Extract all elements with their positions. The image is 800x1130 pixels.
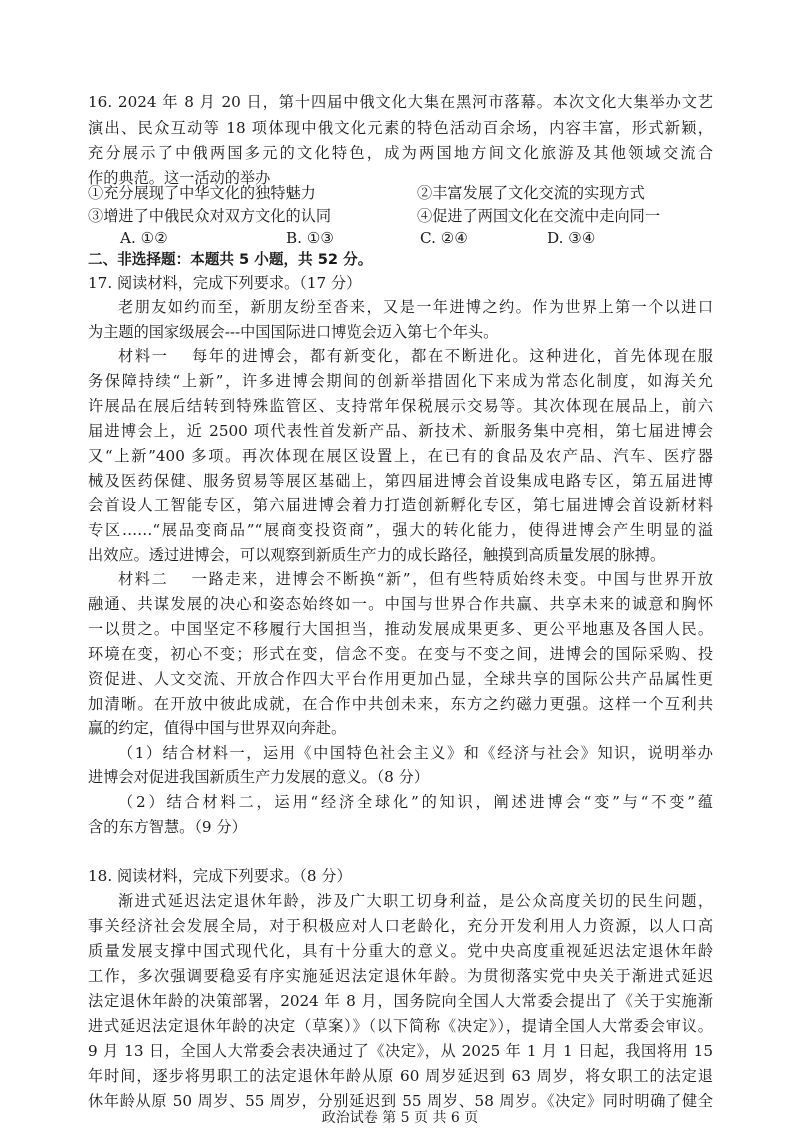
q17-task1-line-1: （1）结合材料一，运用《中国特色社会主义》和《经济与社会》知识，说明举办 bbox=[118, 744, 713, 762]
q17-material1-line-4: 届进博会上，近 2500 项代表性首发新产品、新技术、新服务集中亮相，第七届进博会 bbox=[88, 422, 713, 440]
q16-statement-4: ④促进了两国文化在交流中走向同一 bbox=[417, 207, 660, 225]
q17-intro-line-1: 老朋友如约而至，新朋友纷至沓来，又是一年进博之约。作为世界上第一个以进口 bbox=[118, 298, 713, 316]
q16-line-3: 充分展示了中俄两国多元的文化特色，成为两国地方间文化旅游及其他领域交流合 bbox=[88, 144, 713, 162]
q17-task2-line-1: （2）结合材料二，运用“经济全球化”的知识，阐述进博会“变”与“不变”蕴 bbox=[118, 793, 713, 811]
q16-line-2: 演出、民众互动等 18 项体现中俄文化元素的特色活动百余场，内容丰富，形式新颖， bbox=[88, 119, 713, 137]
q18-body-line-7: 9 月 13 日，全国人大常委会表决通过了《决定》，从 2025 年 1 月 1 日起，我国将用 15 bbox=[88, 1042, 713, 1060]
q18-body-line-8: 年时间，逐步将男职工的法定退休年龄从原 60 周岁延迟到 63 周岁，将女职工的法定退 bbox=[88, 1067, 713, 1085]
q16-choice-a: A. ①② bbox=[120, 229, 168, 247]
q16-line-1: 16. 2024 年 8 月 20 日，第十四届中俄文化大集在黑河市落幕。本次文化大集举办文艺 bbox=[88, 93, 713, 111]
q17-material1-line-2: 务保障持续“上新”，许多进博会期间的创新举措固化下来成为常态化制度，如海关允 bbox=[88, 372, 713, 390]
q17-material1-line-8: 专区……“展品变商品”“展商变投资商”，强大的转化能力，使得进博会产生明显的溢 bbox=[88, 521, 713, 539]
q17-material2-line-7: 赢的约定，值得中国与世界双向奔赴。 bbox=[88, 719, 347, 737]
q18-body-line-9: 休年龄从原 50 周岁、55 周岁，分别延迟到 55 周岁、58 周岁。《决定》同时明确了健全 bbox=[88, 1092, 713, 1110]
section-2-heading: 二、非选择题：本题共 5 小题，共 52 分。 bbox=[88, 251, 373, 268]
q17-material1-line-1: 材料一 每年的进博会，都有新变化，都在不断进化。这种进化，首先体现在服 bbox=[118, 347, 713, 365]
q17-title: 17. 阅读材料，完成下列要求。（17 分） bbox=[88, 274, 362, 292]
q17-material2-line-5: 资促进、人文交流、开放合作四大平台作用更加凸显，全球共享的国际公共产品属性更 bbox=[88, 670, 713, 688]
q16-choice-c: C. ②④ bbox=[420, 229, 468, 247]
q17-material1-line-6: 械及医药保健、服务贸易等展区基础上，第四届进博会首设集成电路专区，第五届进博 bbox=[88, 472, 713, 490]
q17-material1-line-9: 出效应。透过进博会，可以观察到新质生产力的成长路径，触摸到高质量发展的脉搏。 bbox=[88, 546, 666, 564]
q18-body-line-6: 进式延迟法定退休年龄的决定（草案）》（以下简称《决定》），提请全国人大常委会审议。 bbox=[88, 1017, 713, 1035]
q17-material1-line-5: 又“上新”400 多项。再次体现在展区设置上，在已有的食品及农产品、汽车、医疗器 bbox=[88, 447, 713, 465]
q17-material1-line-3: 许展品在展后结转到特殊监管区、支持常年保税展示交易等。其次体现在展品上，前六 bbox=[88, 397, 713, 415]
q18-body-line-2: 事关经济社会发展全局，对于积极应对人口老龄化，充分开发利用人力资源，以人口高 bbox=[88, 917, 713, 935]
q18-body-line-5: 法定退休年龄的决策部署，2024 年 8 月，国务院向全国人大常委会提出了《关于实施渐 bbox=[88, 992, 713, 1010]
q18-title: 18. 阅读材料，完成下列要求。（8 分） bbox=[88, 867, 352, 885]
q17-material2-line-2: 融通、共谋发展的决心和姿态始终如一。中国与世界合作共赢、共享未来的诚意和胸怀 bbox=[88, 595, 713, 613]
q18-body-line-3: 质量发展支撑中国式现代化，具有十分重大的意义。党中央高度重视延迟法定退休年龄 bbox=[88, 942, 713, 960]
q17-task2-line-2: 含的东方智慧。（9 分） bbox=[88, 818, 247, 836]
q17-material1-line-7: 会首设人工智能专区，第六届进博会着力打造创新孵化专区，第七届进博会首设新材料 bbox=[88, 496, 713, 514]
q17-material2-line-1: 材料二 一路走来，进博会不断换“新”，但有些特质始终未变。中国与世界开放 bbox=[118, 570, 713, 588]
q17-intro-line-2: 为主题的国家级展会---中国国际进口博览会迈入第七个年头。 bbox=[88, 323, 499, 341]
q17-material2-line-4: 环境在变，初心不变；形式在变，信念不变。在变与不变之间，进博会的国际采购、投 bbox=[88, 645, 713, 663]
q17-task1-line-2: 进博会对促进我国新质生产力发展的意义。（8 分） bbox=[88, 768, 430, 786]
q18-body-line-1: 渐进式延迟法定退休年龄，涉及广大职工切身利益，是公众高度关切的民生问题， bbox=[118, 892, 713, 910]
q17-material2-line-3: 一以贯之。中国坚定不移履行大国担当，推动发展成果更多、更公平地惠及各国人民。 bbox=[88, 620, 713, 638]
q16-statement-2: ②丰富发展了文化交流的实现方式 bbox=[417, 184, 645, 202]
page-footer: 政治试卷 第 5 页 共 6 页 bbox=[321, 1110, 479, 1126]
q16-statement-1: ①充分展现了中华文化的独特魅力 bbox=[88, 184, 316, 202]
q16-choice-d: D. ③④ bbox=[547, 229, 596, 247]
q18-body-line-4: 工作，多次强调要稳妥有序实施延迟法定退休年龄。为贯彻落实党中央关于渐进式延迟 bbox=[88, 967, 713, 985]
q17-material2-line-6: 加清晰。在开放中彼此成就，在合作中共创未来，东方之约磁力更强。这样一个互利共 bbox=[88, 695, 713, 713]
q16-statement-3: ③增进了中俄民众对双方文化的认同 bbox=[88, 207, 331, 225]
q16-choice-b: B. ①③ bbox=[286, 229, 335, 247]
q16-line-4: 作的典范。这一活动的举办 bbox=[88, 169, 271, 187]
